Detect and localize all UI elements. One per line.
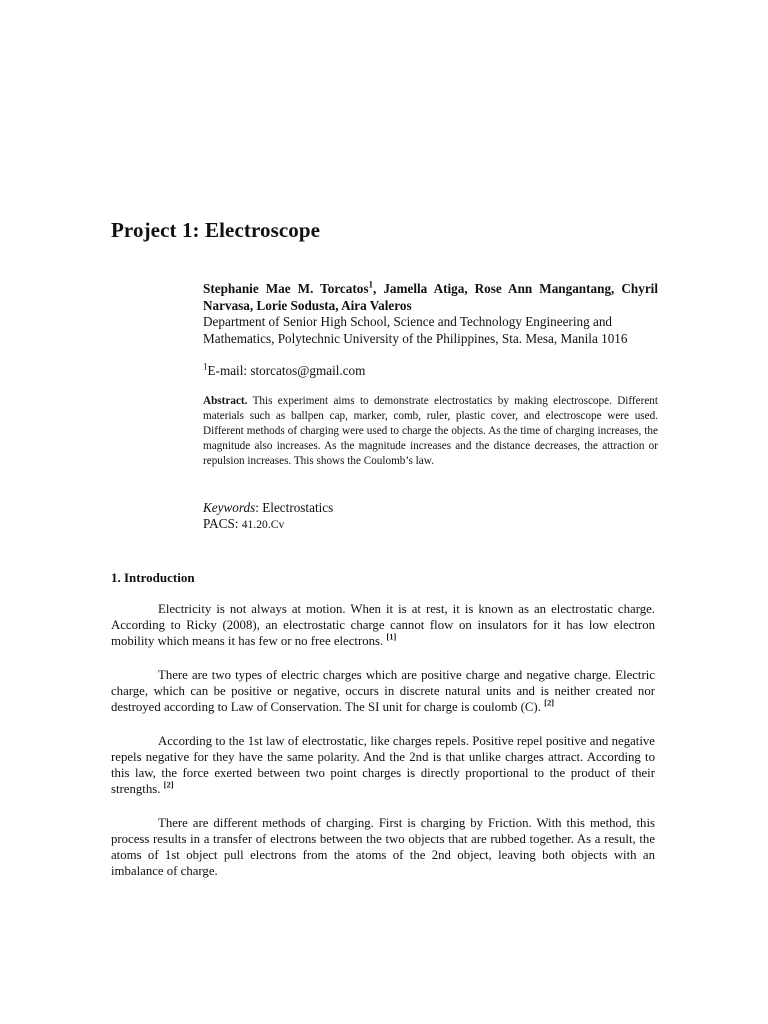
citation-marker: [2]: [544, 697, 555, 708]
author-list: [203, 280, 658, 314]
paragraph-text: There are two types of electric charges which are positive charge and negative charge. Electric charge, which can be positive or negative, occurs in discrete natural units and is neither created nor destroyed according to Law of Conservation. The SI unit for charge is coulomb (C).: [111, 668, 655, 714]
citation-marker: [1]: [386, 631, 397, 642]
paragraph-text: According to the 1st law of electrostatic, like charges repels. Positive repel positive and negative repels negative for they have the same polarity. And the 2nd is that unlike charges attract. According to this law, the force exerted between two point charges is directly proportional to the product of their strengths.: [111, 734, 655, 796]
email-marker: 1: [203, 361, 208, 372]
keywords-label: Keywords: [203, 500, 256, 515]
abstract-text: This experiment aims to demonstrate electrostatics by making electroscope. Different materials such as ballpen cap, marker, comb, ruler, plastic cover, and electroscope were used. Different methods of charging were used to charge the objects. As the time of charging increases, the magnitude also increases. As the magnitude increases and the distance decreases, the attraction or repulsion increases. This shows the Coulomb’s law.: [203, 395, 658, 467]
email-line: [203, 362, 658, 379]
paragraph-text: Electricity is not always at motion. When it is at rest, it is known as an electrostatic charge. According to Ricky (2008), an electrostatic charge cannot flow on insulators for it has low electron mobility which means it has few or no free electrons.: [111, 602, 655, 648]
pacs-value: 41.20.Cv: [241, 518, 285, 531]
keywords-value: : Electrostatics: [255, 500, 334, 515]
abstract-label: Abstract.: [203, 395, 248, 407]
lead-author: Stephanie Mae M. Torcatos: [203, 281, 369, 296]
abstract: [203, 394, 658, 469]
body-paragraph: [111, 733, 655, 797]
body-paragraph: [111, 667, 655, 715]
pacs-line: [203, 516, 658, 533]
keywords-block: [203, 500, 658, 533]
co-authors: , Jamella Atiga, Rose Ann Mangantang, Chyril Narvasa, Lorie Sodusta, Aira Valeros: [203, 281, 659, 313]
paragraph-text: There are different methods of charging. First is charging by Friction. With this method, this process results in a transfer of electrons between the two objects that are rubbed together. As a result, the atoms of 1st object pull electrons from the atoms of the 2nd object, leaving both objects with an imbalance of charge.: [111, 816, 655, 878]
email-text: E-mail: storcatos@gmail.com: [207, 363, 366, 378]
citation-marker: [2]: [163, 779, 174, 790]
body-paragraph: [111, 815, 655, 879]
pacs-label: PACS:: [203, 516, 242, 531]
body-paragraph: [111, 601, 655, 649]
keywords-line: [203, 500, 658, 516]
paper-title: Project 1: Electroscope: [111, 218, 321, 242]
affiliation: Department of Senior High School, Science and Technology Engineering and Mathematics, Polytechnic University of the Philippines, Sta. Mesa, Manila 1016: [203, 314, 628, 346]
section-heading: 1. Introduction: [111, 570, 195, 585]
author-affiliation-marker: 1: [368, 279, 374, 290]
